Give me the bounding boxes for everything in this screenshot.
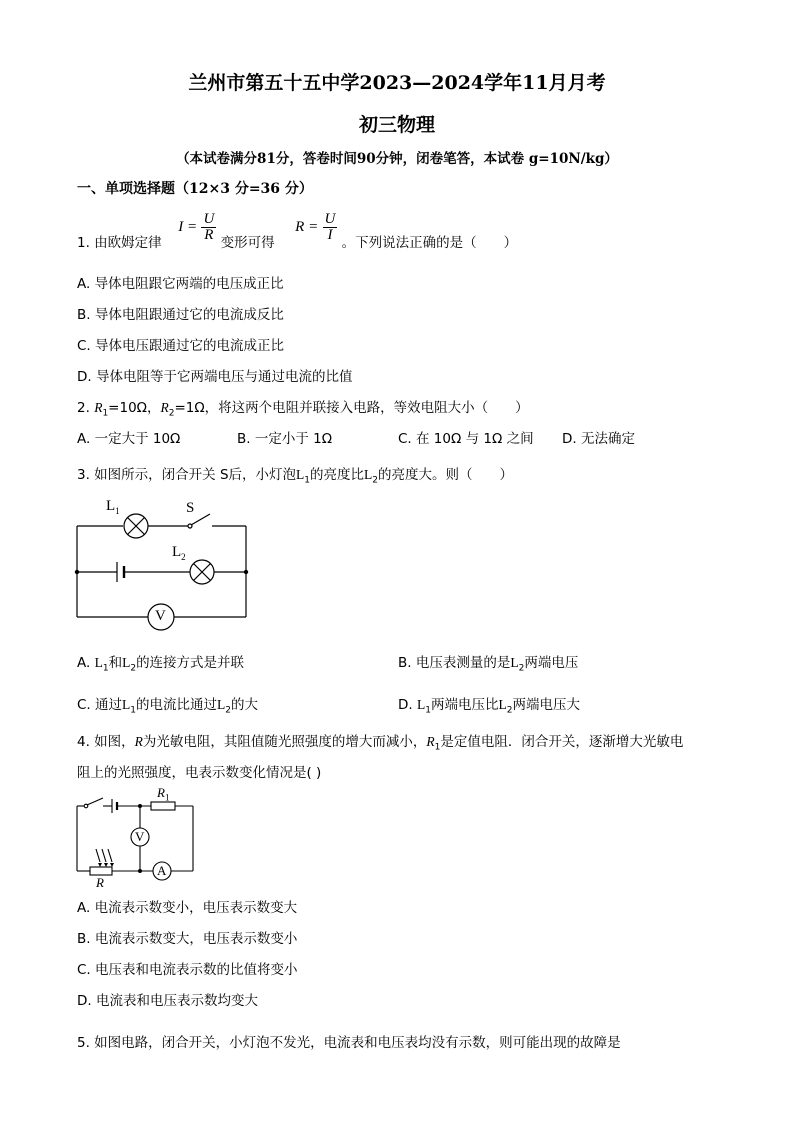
q2-option-b: B. 一定小于 1Ω [237,431,333,447]
q1-f1-denominator: R [204,227,214,243]
q2-option-c: C. 在 10Ω 与 1Ω 之间 [398,431,534,447]
question-3 [77,463,513,486]
q4-fig-label-v: V [135,829,145,844]
section-title: 一、单项选择题（12×3 分=36 分） [77,181,313,197]
q3-fig-label-v: V [155,608,166,624]
q3-l2-sub: 2 [372,475,379,486]
q1-mid: 变形可得 [220,235,275,251]
question-1 [77,212,517,251]
q3-fig-label-l2: $L_2$ [172,544,186,562]
q3-l1-sub: 1 [304,475,311,486]
q1-formula2-lhs: R = [295,219,319,235]
q1-option-b: B. 导体电阻跟通过它的电流成反比 [77,307,284,323]
q3-lamp-l2 [190,560,214,584]
q4-fig-label-r1: $R_1$ [157,785,170,803]
q4-option-c: C. 电压表和电流表示数的比值将变小 [77,962,298,978]
q3-junction-left [75,570,79,574]
q2-r1-sub: 1 [102,408,109,419]
q3-option-a: A. $L_1$和$L_2$的连接方式是并联 [77,655,245,674]
q1-option-a: A. 导体电阻跟它两端的电压成正比 [77,276,284,292]
exam-subtitle: 初三物理 [358,114,435,136]
q1-f1-numerator: U [203,211,215,227]
q2-r1: R [94,400,103,415]
q4-fig-label-r: R [96,875,104,890]
question-4-line2: 阻上的光照强度，电表示数变化情况是( ) [77,765,322,781]
q1-suffix: 。下列说法正确的是（ ） [341,235,518,251]
q2-option-a: A. 一定大于 10Ω [77,431,181,447]
q3-option-d: D. $L_1$两端电压比$L_2$两端电压大 [398,697,580,716]
question-5: 5. 如图电路，闭合开关，小灯泡不发光，电流表和电压表均没有示数，则可能出现的故障是 [77,1035,621,1051]
q1-formula2 [323,212,338,243]
q2-r2-sub: 2 [168,408,175,419]
q4-option-d: D. 电流表和电压表示数均变大 [77,993,258,1009]
q3-part2: 的亮度比 [310,467,365,483]
q3-part1: 3. 如图所示，闭合开关 S后，小灯泡 [77,467,297,483]
q3-option-c: C. 通过$L_1$的电流比通过$L_2$的大 [77,697,258,716]
q4-option-b: B. 电流表示数变大，电压表示数变小 [77,931,298,947]
q4-fig-label-a: A [157,863,167,878]
q4-resistor-r1 [151,802,175,810]
q3-fig-label-l1: $L_1$ [106,498,120,516]
q3-lamp-l1 [124,514,148,538]
q4-switch-contact [84,804,88,808]
q4-switch-blade [87,798,103,805]
q3-option-b: B. 电压表测量的是$L_2$两端电压 [398,655,579,674]
q3-junction-right [244,570,248,574]
q2-number: 2. [77,400,90,416]
exam-note: （本试卷满分81分，答卷时间90分钟，闭卷笔答，本试卷 g=10N/kg） [176,151,618,167]
q4-photoresistor [90,867,112,875]
q3-l1: L [296,467,305,482]
q2-option-d: D. 无法确定 [562,431,635,447]
q3-switch-contact [188,524,192,528]
q1-option-d: D. 导体电阻等于它两端电压与通过电流的比值 [77,369,353,385]
question-2 [77,396,529,419]
q1-formula1 [201,212,216,243]
q1-prefix: 1. 由欧姆定律 [77,235,162,251]
q1-f2-denominator: I [327,227,333,243]
exam-title: 兰州市第五十五中学2023—2024学年11月月考 [188,72,606,94]
q3-l2: L [364,467,373,482]
q3-part3: 的亮度大。则（ ） [378,467,514,483]
question-4-line1: 4. 如图，R为光敏电阻，其阻值随光照强度的增大而减小，$R_1$是定值电阻．闭合开关，逐渐增大光敏电 [77,734,684,753]
q4-option-a: A. 电流表示数变小，电压表示数变大 [77,900,298,916]
q1-formula1-lhs: I = [178,219,198,235]
q2-r2: R [160,400,169,415]
q3-fig-label-s: S [186,500,195,516]
q1-option-c: C. 导体电压跟通过它的电流成正比 [77,338,285,354]
q2-rest: =1Ω，将这两个电阻并联接入电路，等效电阻大小（ ） [174,400,529,416]
q2-eq1: =10Ω， [108,400,161,416]
q1-f2-numerator: U [324,211,336,227]
